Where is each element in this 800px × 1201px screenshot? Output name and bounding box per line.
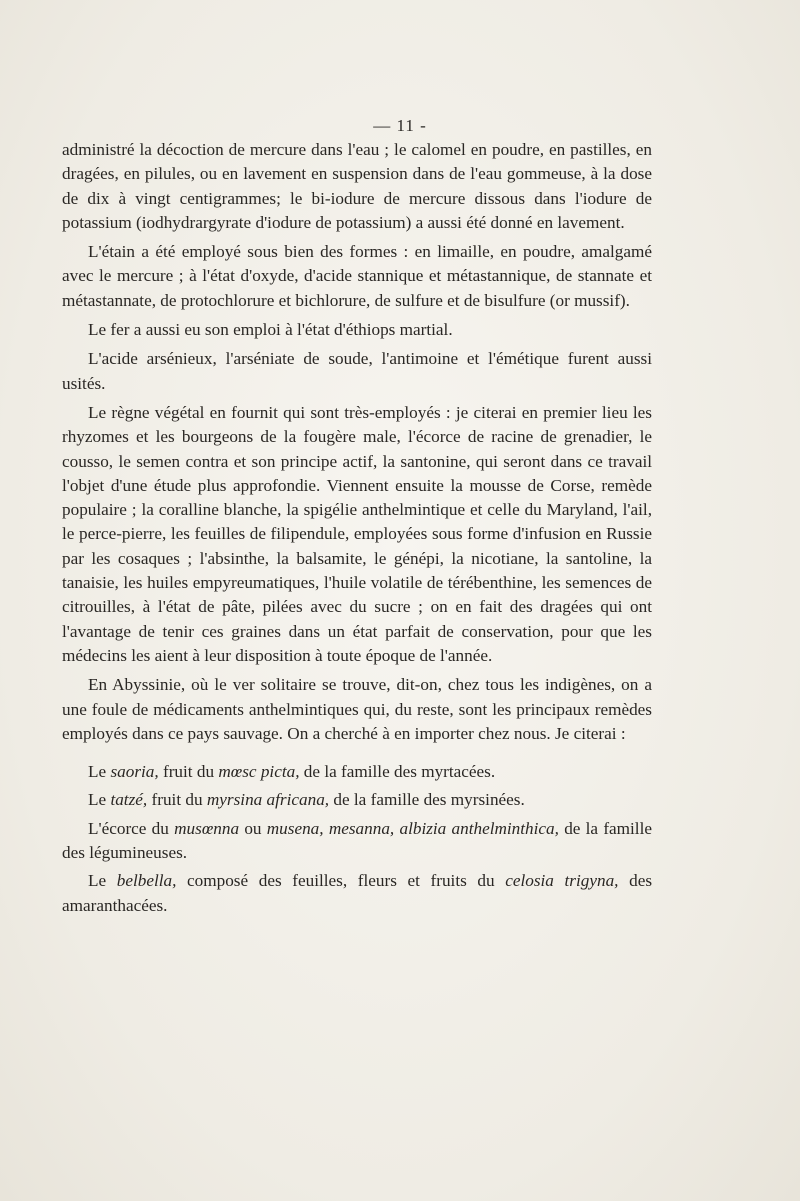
list-item: L'écorce du musœnna ou musena, mesanna, albizia anthelminthica, de la famille des légumineuses. xyxy=(62,818,652,863)
paragraph: L'étain a été employé sous bien des formes : en limaille, en poudre, amalgamé avec le mercure ; à l'état d'oxyde, d'acide stannique et métastannique, de stannate et métastannate, de protochlorure et bichlorure, de sulfure et de bisulfure (or mussif). xyxy=(62,242,652,310)
species-name: musena, mesanna, albizia anthelminthica, xyxy=(266,818,559,838)
species-name: myrsina africana, xyxy=(206,790,330,810)
body-text xyxy=(62,138,652,922)
paragraph: L'acide arsénieux, l'arséniate de soude, l'antimoine et l'émétique furent aussi usités. xyxy=(62,349,652,393)
page-number: — 11 - xyxy=(373,116,427,135)
species-name: mœsc picta, xyxy=(218,762,300,782)
species-name: celosia trigyna, xyxy=(505,871,619,891)
list-item: Le tatzé, fruit du myrsina africana, de la famille des myrsinées. xyxy=(88,790,525,810)
paragraph: Le règne végétal en fournit qui sont très-employés : je citerai en premier lieu les rhyzomes et les bourgeons de la fougère male, l'écorce de racine de grenadier, le cousso, le semen contra et son principe actif, la santonine, qui seront dans ce travail l'objet d'une étude plus approfondie. Viennent ensuite la mousse de Corse, remède populaire ; la coralline blanche, la spigélie anthelmintique et celle du Maryland, l'ail, le perce-pierre, les feuilles de filipendule, employées sous forme d'infusion en Russie par les cosaques ; l'absinthe, la balsamite, le génépi, la nicotiane, la santoline, la tanaisie, les huiles empyreumatiques, l'huile volatile de térébenthine, les semences de citrouilles, à l'état de pâte, pilées avec du sucre ; on en fait des dragées qui ont l'avantage de tenir ces graines dans un état parfait de conservation, pour que les médecins les aient à leur disposition à toute époque de l'année. xyxy=(62,402,652,665)
paragraph: administré la décoction de mercure dans l'eau ; le calomel en poudre, en pastilles, en dragées, en pilules, ou en lavement en suspension dans de l'eau gommeuse, à la dose de dix à vingt centigrammes; le bi-iodure de mercure dissous dans l'iodure de potassium (iodhydrargyrate d'iodure de potassium) a aussi été donné en lavement. xyxy=(62,140,652,232)
paragraph: Le fer a aussi eu son emploi à l'état d'éthiops martial. xyxy=(88,320,453,340)
remedy-name: tatzé, xyxy=(110,790,148,810)
paragraph: En Abyssinie, où le ver solitaire se trouve, dit-on, chez tous les indigènes, on a une foule de médicaments anthelmintiques qui, du reste, sont les principaux remèdes employés dans ce pays sauvage. On a cherché à en importer chez nous. Je citerai : xyxy=(62,675,652,743)
remedy-name: belbella, xyxy=(116,871,177,891)
list-item: Le saoria, fruit du mœsc picta, de la famille des myrtacées. xyxy=(88,762,496,782)
remedy-name: saoria, xyxy=(110,762,159,782)
list-item: Le belbella, composé des feuilles, fleurs et fruits du celosia trigyna, des amaranthacées. xyxy=(62,871,653,915)
remedy-name: musœnna xyxy=(174,818,240,838)
